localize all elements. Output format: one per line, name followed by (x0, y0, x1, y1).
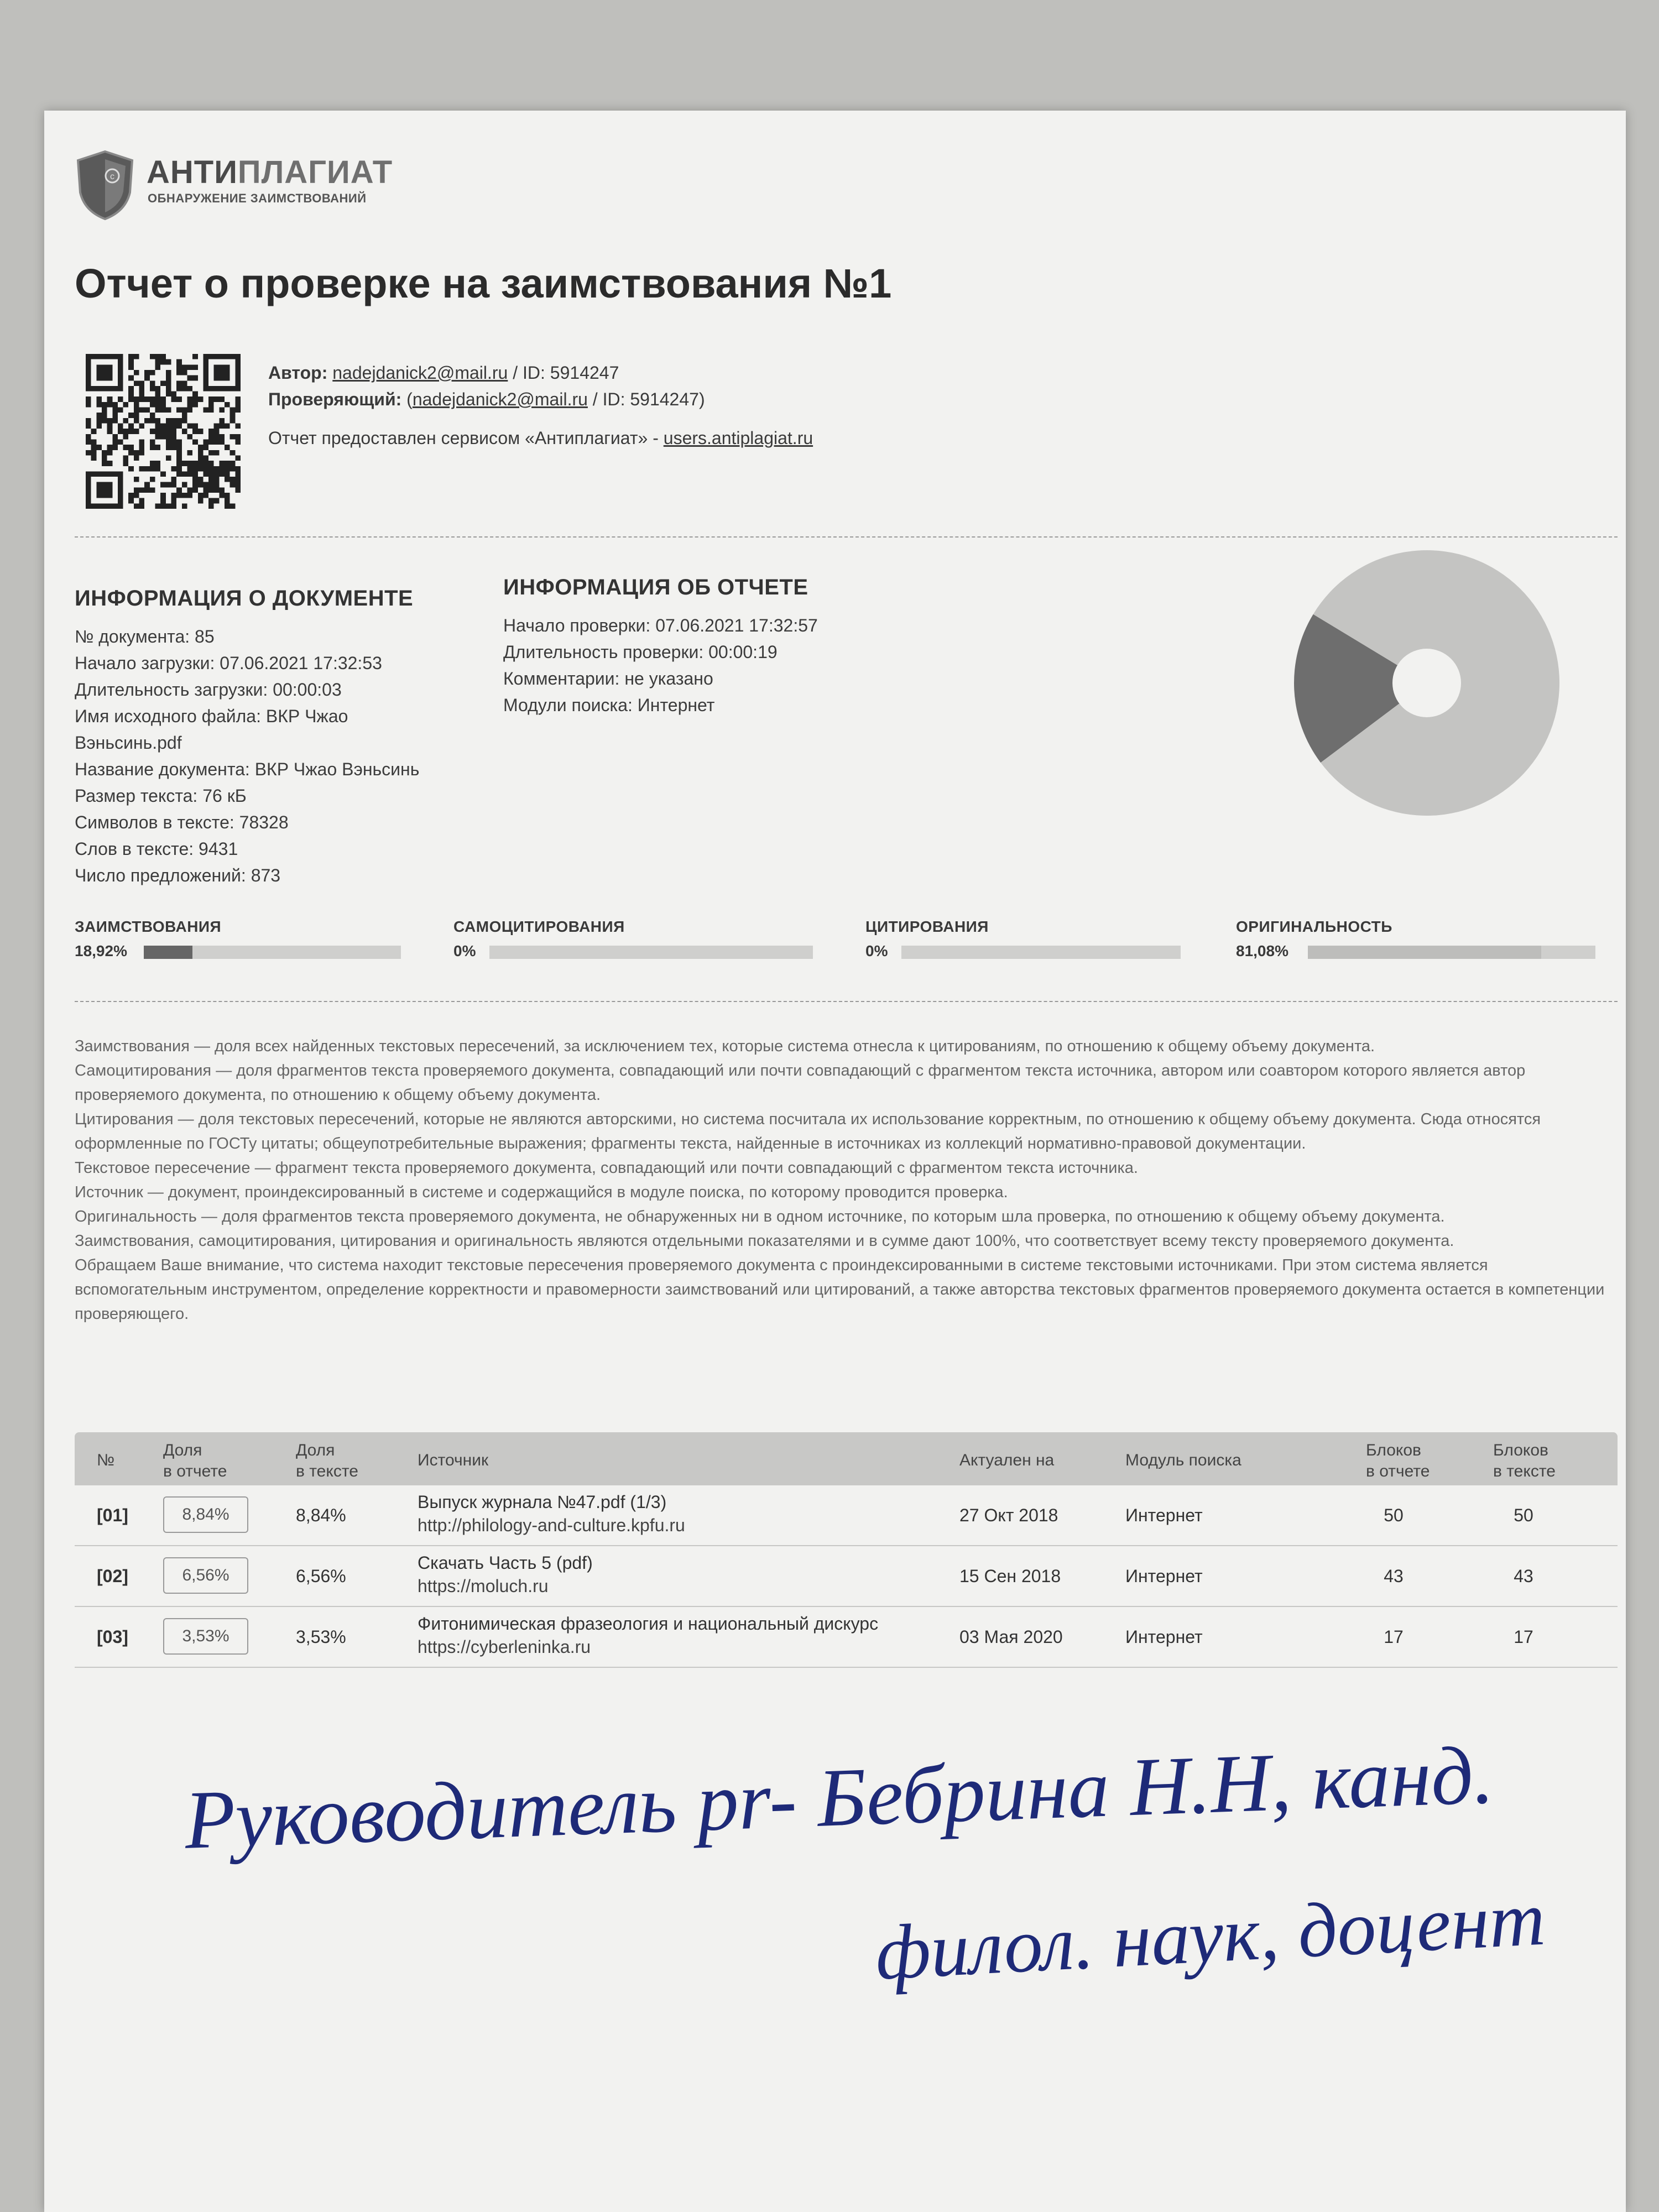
originality-donut-chart (1288, 545, 1565, 821)
report-info-list: Начало проверки: 07.06.2021 17:32:57 Длительность проверки: 00:00:19 Комментарии: не указано Модули поиска: Интернет (503, 615, 818, 715)
document-info-heading: ИНФОРМАЦИЯ О ДОКУМЕНТЕ (75, 586, 414, 611)
donut-hole (1392, 649, 1461, 717)
metric-self-citations: САМОЦИТИРОВАНИЯ 0% (453, 918, 830, 962)
metric-borrowings: ЗАИМСТВОВАНИЯ 18,92% (75, 918, 406, 962)
metric-bar (489, 946, 813, 959)
table-row[interactable]: [01] 8,84% 8,84% Выпуск журнала №47.pdf (1/3) http://philology-and-culture.kpfu.ru 27 Окт 2018 Интернет 50 50 (75, 1485, 1618, 1546)
service-link[interactable]: users.antiplagiat.ru (663, 428, 813, 448)
divider (75, 1001, 1618, 1002)
checker-email-link[interactable]: nadejdanick2@mail.ru (412, 389, 588, 409)
metric-bar-fill (1308, 946, 1541, 959)
document-info-list: № документа: 85 Начало загрузки: 07.06.2021 17:32:53 Длительность загрузки: 00:00:03 Имя исходного файла: ВКР Чжао Вэньсинь.pdf Название документа: ВКР Чжао Вэньсинь Размер текста: 76 кБ Символов в тексте: 78328 Слов в тексте: 9431 Число предложений: 873 (75, 627, 420, 885)
sources-table (75, 1432, 1618, 1668)
report-info-heading: ИНФОРМАЦИЯ ОБ ОТЧЕТЕ (503, 575, 808, 599)
definitions: Заимствования — доля всех найденных текстовых пересечений, за исключением тех, которые система отнесла к цитированиям, по отношению к общему объему документа. Самоцитирования — доля фрагментов текста проверяемого документа, совпадающий или почти совпадающий с фрагментом текста источника, автором или соавтором которого является автор проверяемого документа, по отношению к общему объему документа. Цитирования — доля текстовых пересечений, которые не являются авторскими, но система посчитала их использование корректным, по отношению к общему объему документа. Сюда относятся оформленные по ГОСТу цитаты; общеупотребительные выражения; фрагменты текста, найденные в источниках из коллекций нормативно-правовой документации. Текстовое пересечение — фрагмент текста проверяемого документа, совпадающий или почти совпадающий с фрагментом текста источника. Источник — документ, проиндексированный в системе и содержащийся в модуле поиска, по которому проводится проверка. Оригинальность — доля фрагментов текста проверяемого документа, не обнаруженных ни в одном источнике, по которым шла проверка, по отношению к общему объему документа. Заимствования, самоцитирования, цитирования и оригинальность являются отдельными показателями и в сумме дают 100%, что соответствует всему тексту проверяемого документа. Обращаем Ваше внимание, что система находит текстовые пересечения проверяемого документа с проиндексированными в системе текстовыми источниками. При этом система является вспомогательным инструментом, определение корректности и правомерности заимствований или цитирований, а также авторства текстовых фрагментов проверяемого документа остается в компетенции проверяющего. (75, 1037, 1605, 1323)
table-row[interactable]: [03] 3,53% 3,53% Фитонимическая фразеология и национальный дискурс https://cyberleninka.ru 03 Мая 2020 Интернет 17 17 (75, 1607, 1618, 1668)
metric-bar (144, 946, 401, 959)
author-email-link[interactable]: nadejdanick2@mail.ru (332, 363, 508, 383)
service-line: Отчет предоставлен сервисом «Антиплагиат» - users.antiplagiat.ru (268, 428, 813, 448)
source-url[interactable]: http://philology-and-culture.kpfu.ru (418, 1515, 685, 1535)
metric-bar (1308, 946, 1595, 959)
handwritten-line-1: Руководитель pr- Бебрина Н.Н, канд. (183, 1729, 1496, 1866)
source-title: Фитонимическая фразеология и национальный дискурс (418, 1614, 879, 1634)
share-in-report-badge[interactable]: 6,56% (163, 1557, 248, 1594)
qr-code (86, 354, 241, 509)
report-page (44, 111, 1626, 2212)
logo-tagline: ОБНАРУЖЕНИЕ ЗАИМСТВОВАНИЙ (148, 191, 367, 205)
logo-wordmark: АНТИПЛАГИАТ (147, 154, 393, 190)
antiplagiat-shield-icon (75, 149, 135, 221)
report-meta (268, 359, 813, 451)
page-title: Отчет о проверке на заимствования №1 (75, 260, 892, 306)
handwritten-signature (75, 1698, 1623, 2041)
document-info (75, 586, 473, 889)
source-url[interactable]: https://moluch.ru (418, 1576, 549, 1596)
divider (75, 536, 1618, 538)
share-in-report-badge[interactable]: 8,84% (163, 1496, 248, 1533)
share-in-report-badge[interactable]: 3,53% (163, 1618, 248, 1655)
checker-line: Проверяющий: (nadejdanick2@mail.ru / ID: 5914247) (268, 389, 705, 409)
source-title: Скачать Часть 5 (pdf) (418, 1553, 593, 1573)
report-info (503, 575, 890, 718)
metric-bar (901, 946, 1181, 959)
handwritten-line-2: филол. наук, доцент (873, 1875, 1547, 1996)
metric-citations: ЦИТИРОВАНИЯ 0% (865, 918, 1197, 962)
svg-text:c: c (110, 172, 114, 181)
metric-bar-fill (144, 946, 192, 959)
table-row[interactable]: [02] 6,56% 6,56% Скачать Часть 5 (pdf) https://moluch.ru 15 Сен 2018 Интернет 43 43 (75, 1546, 1618, 1607)
source-url[interactable]: https://cyberleninka.ru (418, 1637, 591, 1657)
metric-originality: ОРИГИНАЛЬНОСТЬ 81,08% (1236, 918, 1618, 962)
table-header: № Доля в отчете Доля в тексте Источник Актуален на Модуль поиска Блоков в отчете Блоков в тексте (75, 1432, 1618, 1485)
source-title: Выпуск журнала №47.pdf (1/3) (418, 1492, 667, 1512)
author-line: Автор: nadejdanick2@mail.ru / ID: 5914247 (268, 363, 619, 383)
